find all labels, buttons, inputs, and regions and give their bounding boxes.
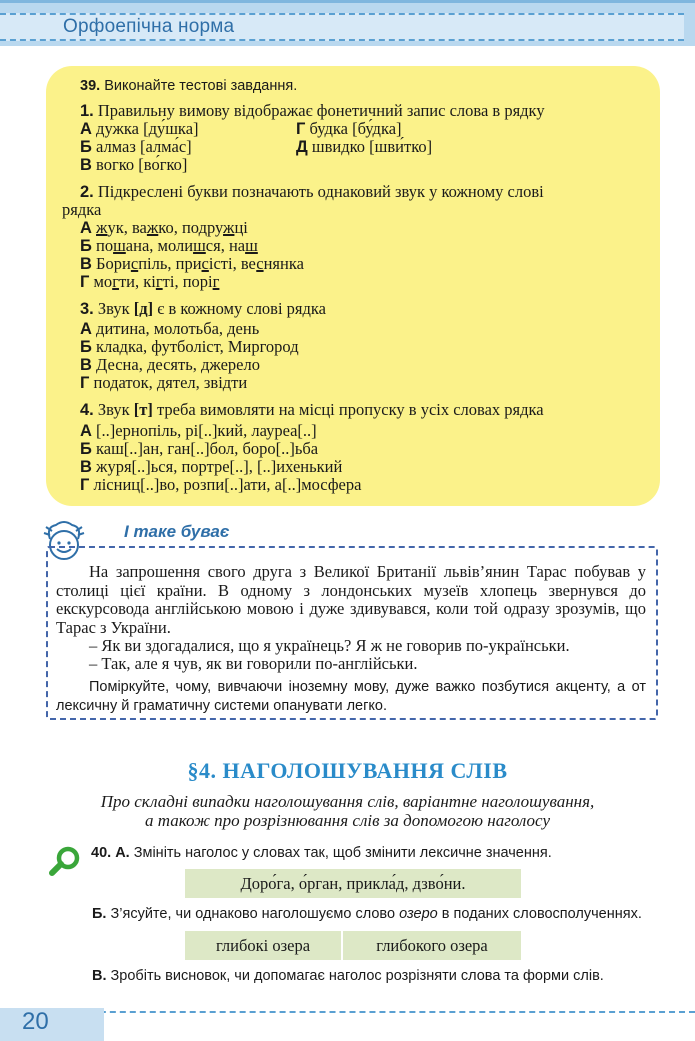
- q1-option-b: Б алмаз [алма́с]: [80, 137, 192, 156]
- footer-divider: [0, 1011, 695, 1013]
- q3-option-a: А дитина, молотьба, день: [80, 319, 260, 338]
- page-number: 20: [22, 1008, 49, 1035]
- note-paragraph: На запрошення свого друга з Великої Британії львів’янин Тарас побував у столиці цієї країни. В одному з лондонських музеїв хлопець звернувся до екскурсовода англійською мовою і дуже здивувався, коли той одразу зрозумів, що Тарас з України.: [56, 562, 646, 637]
- magnifier-icon: [48, 845, 82, 877]
- note-question: Поміркуйте, чому, вивчаючи іноземну мову, дуже важко позбутися акценту, а от лексичну й граматичну системи опанувати легко.: [56, 679, 646, 714]
- page-number-box: [0, 1008, 104, 1041]
- q4-question: 4. Звук [т] треба вимовляти на місці пропуску в усіх словах рядка: [80, 400, 544, 419]
- q1-option-d: Д швидко [шви́тко]: [296, 137, 433, 156]
- q2-question: 2. Підкреслені букви позначають однаковий звук у кожному слові: [80, 182, 544, 201]
- q2-option-a: А жук, важко, подружці: [80, 218, 248, 237]
- q2-option-v: В Бориспіль, присісті, веснянка: [80, 254, 304, 273]
- ex40-words-box: Доро́га, о́рган, прикла́д, дзво́ни.: [185, 869, 521, 898]
- q1-question: 1. Правильну вимову відображає фонетичний запис слова в рядку: [80, 101, 545, 120]
- note-dialogue-1: – Як ви здогадалися, що я українець? Я ж не говорив по-українськи.: [89, 636, 570, 655]
- q2-option-b: Б пошана, молишся, наш: [80, 236, 258, 255]
- ex40-task-b: Б. З’ясуйте, чи однаково наголошуємо слово озеро в поданих словосполученнях.: [92, 906, 642, 922]
- q4-option-v: В журя[..]ься, портре[..], [..]ихенький: [80, 457, 343, 476]
- q1-option-g: Г будка [бу́дка]: [296, 119, 402, 138]
- ex40-phrase-2: глибокого озера: [343, 931, 521, 960]
- header-title: Орфоепічна норма: [63, 16, 235, 37]
- q2-option-g: Г могти, кігті, поріг: [80, 272, 220, 291]
- q4-option-b: Б каш[..]ан, ган[..]бол, боро[..]ьба: [80, 439, 319, 458]
- ex40-phrase-1: глибокі озера: [185, 931, 341, 960]
- note-title: І таке буває: [124, 522, 230, 541]
- q4-option-a: А [..]ернопіль, рі[..]кий, лауреа[..]: [80, 421, 317, 440]
- q3-option-g: Г податок, дятел, звідти: [80, 373, 248, 392]
- q1-option-v: В вогко [во́гко]: [80, 155, 188, 174]
- ex40-task-v: В. Зробіть висновок, чи допомагає наголос розрізняти слова та форми слів.: [92, 968, 604, 984]
- q3-question: 3. Звук [д] є в кожному слові рядка: [80, 299, 327, 318]
- section-subtitle-1: Про складні випадки наголошування слів, варіантне наголошування,: [100, 792, 595, 811]
- section-subtitle-2: а також про розрізнювання слів за допомогою наголосу: [145, 811, 550, 830]
- page-header: [0, 0, 695, 46]
- section-title: §4. НАГОЛОШУВАННЯ СЛІВ: [187, 758, 508, 783]
- ex39-intro: 39. Виконайте тестові завдання.: [80, 78, 298, 94]
- header-strip: [0, 13, 684, 41]
- note-dialogue-2: – Так, але я чув, як ви говорили по-англійськи.: [89, 654, 418, 673]
- q2-question-cont: рядка: [62, 200, 102, 219]
- q1-option-a: А дужка [ду́шка]: [80, 119, 199, 138]
- ex40-task-a: 40. А. Змініть наголос у словах так, щоб змінити лексичне значення.: [91, 845, 552, 861]
- q3-option-v: В Десна, десять, джерело: [80, 355, 260, 374]
- q4-option-g: Г лісниц[..]во, розпи[..]ати, а[..]мосфера: [80, 475, 362, 494]
- q3-option-b: Б кладка, футболіст, Миргород: [80, 337, 299, 356]
